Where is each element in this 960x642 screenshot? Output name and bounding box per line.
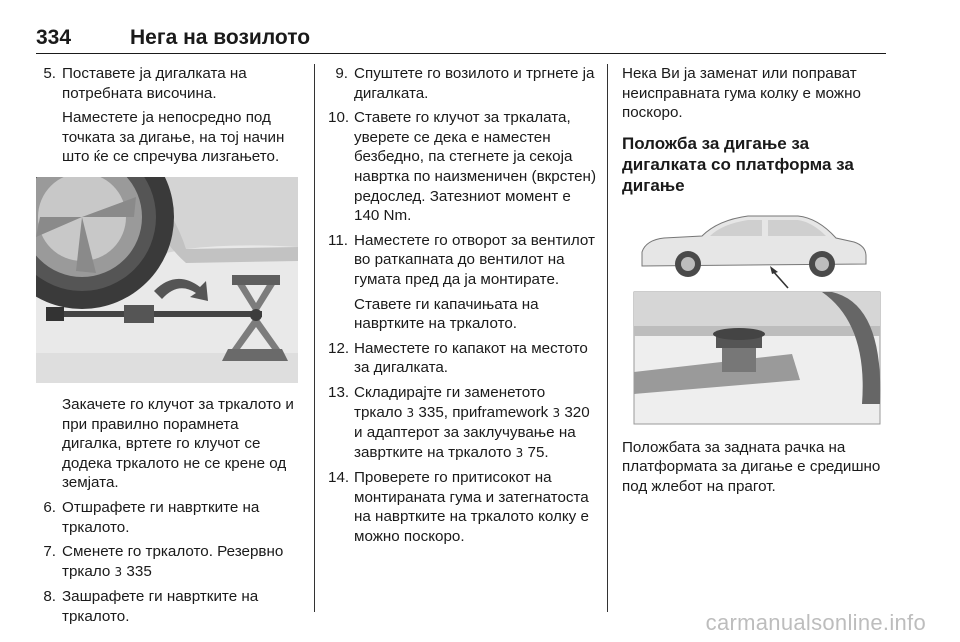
step-number: 8. xyxy=(43,588,56,606)
list-item xyxy=(328,383,596,463)
step-text: Зашрафете ги навртките на тркалото. xyxy=(62,588,259,625)
step-text: Спуштете го возилото и тргнете ја дигалката. xyxy=(354,65,595,102)
step-text: Складирајте ги заменетото тркало xyxy=(354,383,546,421)
step-text: Ставете го клучот за тркалата, уверете се дека е наместен безбедно, па стегнете ја секоја навртка по наизменичен (вкрстен) редослед. Затезниот момент е 140 Nm. xyxy=(354,109,596,225)
page-reference-icon: 3 xyxy=(515,445,524,460)
page-reference[interactable]: 75. xyxy=(527,443,549,461)
list-item xyxy=(36,498,302,537)
step-number: 10. xyxy=(328,109,350,127)
step-text: , приframework xyxy=(443,403,549,421)
step-text: Сменете го тркалото. Резервно тркало xyxy=(62,543,284,580)
step-text: Поставете ја дигалката на потребната височина. xyxy=(62,65,247,102)
lift-platform-illustration xyxy=(622,204,884,426)
column-left xyxy=(36,64,302,632)
page-title: Нега на возилото xyxy=(130,26,311,49)
step-number: 9. xyxy=(335,65,348,82)
watermark-logo: carmanualsonline.info xyxy=(705,610,926,635)
page-reference-icon: 3 xyxy=(114,564,123,579)
figure-caption: Закачете го клучот за тркалото и при правилно порамнета дигалка, вртете го клучот се додека тркалото не се крене од земјата. xyxy=(62,395,294,492)
column-middle xyxy=(328,64,596,552)
step-number: 5. xyxy=(43,65,56,82)
list-item xyxy=(36,587,302,626)
step-number: 7. xyxy=(43,543,56,561)
jack-wheel-image xyxy=(36,177,298,383)
page-reference-icon: 3 xyxy=(552,405,561,420)
step-text: Отшрафете ги навртките на тркалото. xyxy=(62,498,260,536)
column-divider xyxy=(314,64,315,612)
column-divider xyxy=(607,64,608,612)
lift-platform-image xyxy=(622,204,884,426)
step-text: и адаптерот за заклучување на завртките на тркалото xyxy=(354,424,576,461)
step-number: 11. xyxy=(328,231,348,249)
figure-caption: Положбата за задната рачка на платформата за дигање е средишно под жлебот на прагот. xyxy=(622,438,881,495)
list-item xyxy=(36,542,302,582)
step-number: 12. xyxy=(328,339,350,357)
step-subtext: Ставете ги капачињата на навртките на тркалото. xyxy=(354,295,539,333)
step-number: 6. xyxy=(43,498,56,516)
step-number: 13. xyxy=(328,383,350,401)
list-item xyxy=(328,231,596,290)
list-item xyxy=(328,339,596,378)
step-subtext: Наместете ја непосредно под точката за дигање, на тој начин што ќе се спречува лизгањето. xyxy=(62,109,285,166)
page-reference[interactable]: 320 xyxy=(564,403,590,421)
page-reference[interactable]: 335 xyxy=(126,562,152,580)
list-item xyxy=(328,468,596,546)
step-text: Наместете го капакот на местото за дигалката. xyxy=(354,339,588,377)
list-item xyxy=(328,108,596,226)
page-reference-icon: 3 xyxy=(406,405,415,420)
step-number: 14. xyxy=(328,469,350,487)
list-item xyxy=(36,64,302,103)
page-reference[interactable]: 335 xyxy=(418,403,444,421)
step-text: Проверете го притисокот на монтираната гума и затегнатоста на навртките на тркалото колку е можно поскоро. xyxy=(354,469,589,546)
list-item xyxy=(328,64,596,103)
jack-illustration xyxy=(36,177,298,383)
section-heading: Положба за дигање за дигалката со платформа за дигање xyxy=(622,133,854,195)
column-right xyxy=(622,64,890,507)
page-header xyxy=(36,22,886,54)
step-text: Наместете го отворот за вентилот во раткапната до вентилот на гумата пред да ја монтирате. xyxy=(354,231,595,288)
intro-paragraph: Нека Ви ја заменат или поправат неисправната гума колку е можно поскоро. xyxy=(622,65,861,122)
page-number: 334 xyxy=(36,26,72,49)
